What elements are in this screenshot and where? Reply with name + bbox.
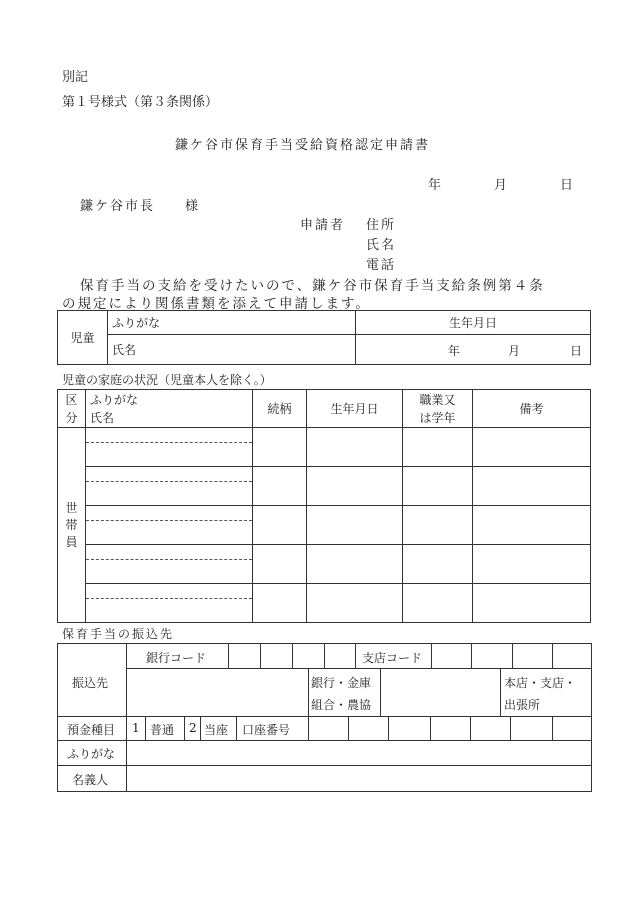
family-row-occupation-cell[interactable] <box>403 545 473 584</box>
address-label: 住所 <box>366 218 397 233</box>
family-row-birthdate-cell[interactable] <box>307 506 403 545</box>
holder-name-field[interactable] <box>127 766 590 790</box>
account-number-label: 口座番号 <box>242 723 291 737</box>
family-row-relation-cell[interactable] <box>253 545 307 584</box>
branch-code-label: 支店コード <box>362 651 423 665</box>
child-table <box>57 310 591 365</box>
child-year-label: 年 <box>448 344 461 358</box>
account-type-option2-label[interactable]: 当座 <box>204 723 229 737</box>
child-furigana-label: ふりがな <box>108 311 356 335</box>
family-row-occupation-cell[interactable] <box>403 506 473 545</box>
phone-label: 電話 <box>366 258 397 273</box>
family-row-relation-cell[interactable] <box>253 467 307 506</box>
child-month-label: 月 <box>508 344 521 358</box>
family-row-occupation-cell[interactable] <box>403 584 473 623</box>
family-row-name-cell[interactable] <box>86 428 253 467</box>
body-text-line1: 保育手当の支給を受けたいので、鎌ケ谷市保育手当支給条例第４条 <box>80 278 545 294</box>
family-row-birthdate-cell[interactable] <box>307 584 403 623</box>
holder-furigana-field[interactable] <box>127 741 590 764</box>
family-row-remarks-cell[interactable] <box>473 506 591 545</box>
family-col-name: ふりがな 氏名 <box>86 390 253 428</box>
date-month-label: 月 <box>494 178 508 193</box>
family-col-birthdate: 生年月日 <box>307 390 403 428</box>
branch-type-line1: 本店・支店・ <box>504 676 577 690</box>
page-title: 鎌ケ谷市保育手当受給資格認定申請書 <box>175 138 431 153</box>
bank-heading: 保育手当の振込先 <box>62 627 175 641</box>
family-row-remarks-cell[interactable] <box>473 584 591 623</box>
body-text-line2: の規定により関係書類を添えて申請します。 <box>62 296 371 312</box>
family-col-relation: 続柄 <box>253 390 307 428</box>
applicant-label: 申請者 <box>300 218 346 233</box>
family-table <box>57 389 591 623</box>
family-row-name-cell[interactable] <box>86 506 253 545</box>
holder-label: 名義人 <box>72 773 109 787</box>
family-heading: 児童の家庭の状況（児童本人を除く。） <box>62 373 272 387</box>
bank-type-line1: 銀行・金庫 <box>311 676 372 690</box>
child-name-label: 氏名 <box>108 335 356 365</box>
family-row-name-cell[interactable] <box>86 467 253 506</box>
holder-furigana-label: ふりがな <box>67 747 116 761</box>
addressee: 鎌ケ谷市長 様 <box>80 199 201 214</box>
family-row-relation-cell[interactable] <box>253 584 307 623</box>
annex-label: 別記 <box>62 70 89 85</box>
family-row-remarks-cell[interactable] <box>473 428 591 467</box>
bank-type-line2: 組合・農協 <box>311 698 372 712</box>
bank-table <box>57 643 592 792</box>
account-type-option1-number: 1 <box>132 721 140 735</box>
date-year-label: 年 <box>428 178 442 193</box>
family-row-occupation-cell[interactable] <box>403 467 473 506</box>
household-group-label: 世 帯 員 <box>58 428 86 623</box>
branch-type-line2: 出張所 <box>504 698 541 712</box>
family-row-relation-cell[interactable] <box>253 506 307 545</box>
family-row-occupation-cell[interactable] <box>403 428 473 467</box>
family-col-remarks: 備考 <box>473 390 591 428</box>
child-birthdate-field[interactable] <box>356 335 591 365</box>
family-row-birthdate-cell[interactable] <box>307 467 403 506</box>
account-type-option2-number: 2 <box>189 721 197 735</box>
family-col-occupation: 職業又 は学年 <box>403 390 473 428</box>
family-row-name-cell[interactable] <box>86 584 253 623</box>
family-row-relation-cell[interactable] <box>253 428 307 467</box>
family-row-birthdate-cell[interactable] <box>307 545 403 584</box>
family-col-category: 区 分 <box>58 390 86 428</box>
name-label: 氏名 <box>366 238 397 253</box>
account-type-option1-label[interactable]: 普通 <box>150 723 175 737</box>
child-section-label: 児童 <box>58 311 108 365</box>
child-birthdate-label: 生年月日 <box>356 311 591 335</box>
family-row-remarks-cell[interactable] <box>473 467 591 506</box>
family-row-remarks-cell[interactable] <box>473 545 591 584</box>
bank-code-label: 銀行コード <box>146 651 207 665</box>
date-day-label: 日 <box>560 178 574 193</box>
branch-name-field[interactable] <box>381 669 499 715</box>
bank-name-field[interactable] <box>127 669 307 715</box>
family-row-name-cell[interactable] <box>86 545 253 584</box>
form-number: 第１号様式（第３条関係） <box>62 95 219 110</box>
account-type-label: 預金種目 <box>67 723 116 737</box>
transfer-label: 振込先 <box>72 676 109 690</box>
child-day-label: 日 <box>570 344 583 358</box>
family-row-birthdate-cell[interactable] <box>307 428 403 467</box>
